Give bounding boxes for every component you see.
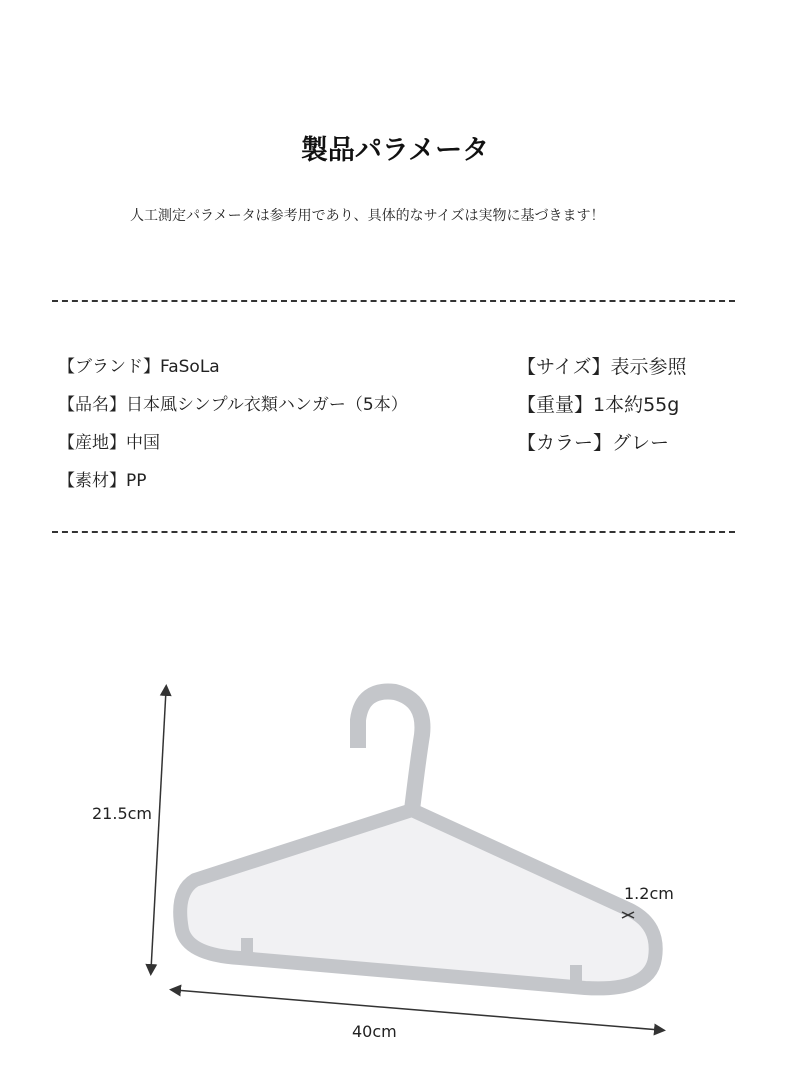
height-label: 21.5cm <box>92 804 153 823</box>
thickness-label: 1.2cm <box>624 884 674 903</box>
spec-material: 【素材】PP <box>58 471 147 491</box>
height-dimension-line <box>151 690 166 970</box>
spec-origin: 【産地】中国 <box>58 433 160 453</box>
hanger-icon <box>180 692 656 989</box>
spec-brand: 【ブランド】FaSoLa <box>58 357 220 377</box>
spec-weight: 【重量】1本約55g <box>517 394 680 416</box>
spec-color: 【カラー】グレー <box>517 432 670 454</box>
measurement-note: 人工測定パラメータは参考用であり、具体的なサイズは実物に基づきます！ <box>130 208 605 224</box>
spec-product-name: 【品名】日本風シンプル衣類ハンガー（5本） <box>58 395 408 415</box>
width-dimension-line <box>175 990 660 1030</box>
spec-size: 【サイズ】表示参照 <box>517 356 687 378</box>
page-title: 製品パラメータ <box>300 135 490 166</box>
width-label: 40cm <box>352 1022 397 1041</box>
